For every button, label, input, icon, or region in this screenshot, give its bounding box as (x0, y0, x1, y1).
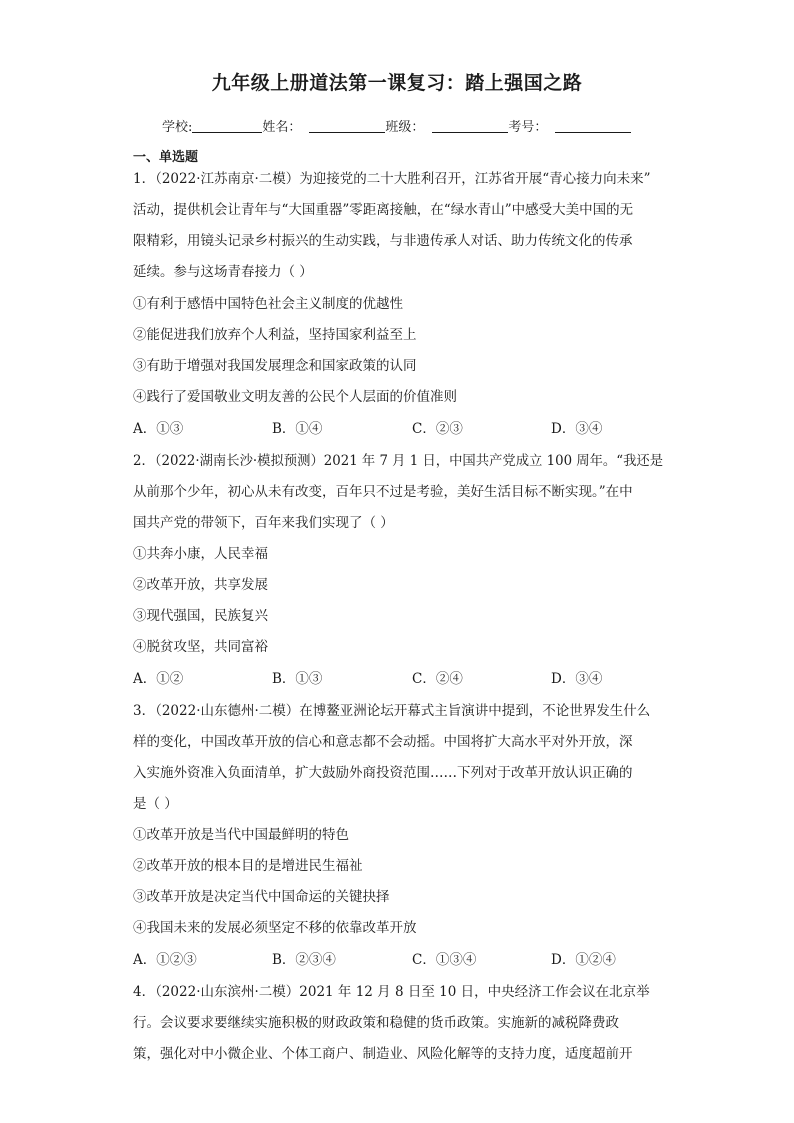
option-c[interactable]: C．②④ (412, 671, 463, 687)
statement-item: ③有助于增强对我国发展理念和国家政策的认同 (133, 358, 417, 374)
section-heading: 一、单选题 (133, 150, 199, 165)
statement-item: ②改革开放的根本目的是增进民生福祉 (133, 858, 363, 874)
statement-item: ②改革开放，共享发展 (133, 577, 268, 593)
number-label: 考号： (508, 120, 548, 135)
option-d[interactable]: D．①②④ (551, 952, 616, 968)
class-label: 班级： (385, 120, 425, 135)
name-label: 姓名： (262, 120, 302, 135)
question-line: 4．（2022·山东滨州·二模）2021 年 12 月 8 日至 10 日，中央经济工作会议在北京举 (133, 984, 650, 1000)
statement-item: ①有利于感悟中国特色社会主义制度的优越性 (133, 296, 403, 312)
question-line: 策，强化对中小微企业、个体工商户、制造业、风险化解等的支持力度，适度超前开 (133, 1046, 633, 1062)
option-a[interactable]: A．①③ (133, 421, 184, 437)
option-b[interactable]: B．①④ (272, 421, 323, 437)
question-line: 入实施外资准入负面清单，扩大鼓励外商投资范围……下列对于改革开放认识正确的 (133, 765, 633, 781)
question-line: 活动，提供机会让青年与“大国重器”零距离接触，在“绿水青山”中感受大美中国的无 (133, 202, 634, 218)
question-line: 从前那个少年，初心从未有改变，百年只不过是考验，美好生活目标不断实现。”在中 (133, 484, 633, 500)
question-line: 限精彩，用镜头记录乡村振兴的生动实践，与非遗传承人对话、助力传统文化的传承 (133, 233, 633, 249)
question-line: 是（ ） (133, 796, 178, 812)
option-c[interactable]: C．①③④ (412, 952, 477, 968)
question-line: 3．（2022·山东德州·二模）在博鳌亚洲论坛开幕式主旨演讲中提到，不论世界发生什么 (133, 703, 651, 719)
question-line: 延续。参与这场青春接力（ ） (133, 264, 313, 280)
statement-item: ④我国未来的发展必须坚定不移的依靠改革开放 (133, 920, 417, 936)
option-a[interactable]: A．①② (133, 671, 184, 687)
statement-item: ④脱贫攻坚，共同富裕 (133, 639, 268, 655)
statement-item: ①改革开放是当代中国最鲜明的特色 (133, 827, 349, 843)
option-d[interactable]: D．③④ (551, 421, 603, 437)
question-line: 样的变化，中国改革开放的信心和意志都不会动摇。中国将扩大高水平对外开放，深 (133, 734, 633, 750)
name-blank[interactable] (309, 120, 385, 133)
school-blank[interactable] (192, 120, 262, 133)
statement-item: ②能促进我们放弃个人利益，坚持国家利益至上 (133, 327, 417, 343)
statement-item: ③现代强国，民族复兴 (133, 608, 268, 624)
statement-item: ③改革开放是决定当代中国命运的关键抉择 (133, 889, 390, 905)
question-line: 1．（2022·江苏南京·二模）为迎接党的二十大胜利召开，江苏省开展“青心接力向未来” (133, 171, 651, 187)
question-line: 行。会议要求要继续实施积极的财政政策和稳健的货币政策。实施新的减税降费政 (133, 1015, 619, 1031)
option-c[interactable]: C．②③ (412, 421, 463, 437)
school-label: 学校: (162, 120, 193, 135)
option-a[interactable]: A．①②③ (133, 952, 197, 968)
option-b[interactable]: B．②③④ (272, 952, 336, 968)
class-blank[interactable] (432, 120, 508, 133)
statement-item: ④践行了爱国敬业文明友善的公民个人层面的价值准则 (133, 389, 457, 405)
option-d[interactable]: D．③④ (551, 671, 603, 687)
question-line: 国共产党的带领下，百年来我们实现了（ ） (133, 515, 394, 531)
question-line: 2．（2022·湖南长沙·模拟预测）2021 年 7 月 1 日，中国共产党成立 100 周年。“我还是 (133, 453, 664, 469)
number-blank[interactable] (555, 120, 631, 133)
document-title: 九年级上册道法第一课复习：踏上强国之路 (211, 72, 583, 94)
student-info-row (162, 116, 631, 135)
statement-item: ①共奔小康，人民幸福 (133, 546, 268, 562)
option-b[interactable]: B．①③ (272, 671, 323, 687)
